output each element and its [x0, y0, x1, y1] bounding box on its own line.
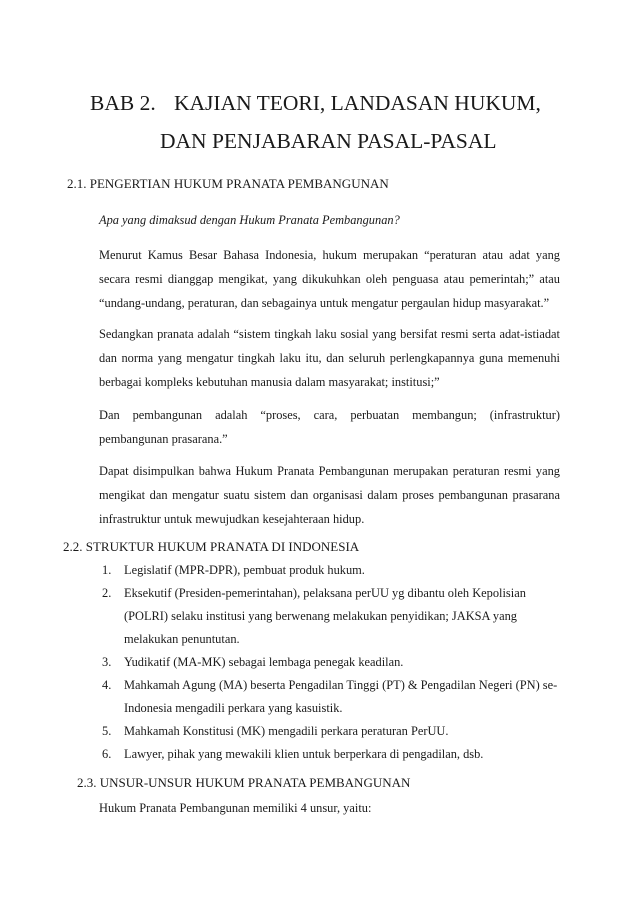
list-item-text: Eksekutif (Presiden-pemerintahan), pelaksana perUU yg dibantu oleh Kepolisian (POLRI) selaku institusi yang berwenang melakukan penyidikan; JAKSA yang melakukan penuntutan. [124, 586, 526, 646]
list-item [99, 582, 564, 651]
list-item-number: 4. [102, 678, 112, 692]
list-item-text: Yudikatif (MA-MK) sebagai lembaga penegak keadilan. [124, 655, 404, 669]
section-heading-2-2: 2.2. STRUKTUR HUKUM PRANATA DI INDONESIA [63, 539, 360, 554]
list-item [99, 651, 564, 674]
section-question: Apa yang dimaksud dengan Hukum Pranata Pembangunan? [99, 213, 400, 227]
paragraph-hukum: Menurut Kamus Besar Bahasa Indonesia, hukum merupakan “peraturan atau adat yang secara resmi dianggap mengikat, yang dikukuhkan oleh penguasa atau pemerintah;” atau “undang-undang, peraturan, dan sebagainya untuk mengatur pergaulan hidup masyarakat.” [99, 248, 560, 310]
section-heading-2-1: 2.1. PENGERTIAN HUKUM PRANATA PEMBANGUNAN [67, 176, 389, 191]
list-item-text: Mahkamah Konstitusi (MK) mengadili perkara peraturan PerUU. [124, 724, 449, 738]
list-item-text: Legislatif (MPR-DPR), pembuat produk hukum. [124, 563, 365, 577]
list-item-number: 6. [102, 747, 112, 761]
list-item [99, 720, 564, 743]
list-item-number: 1. [102, 563, 112, 577]
list-item-number: 2. [102, 586, 112, 600]
paragraph-pembangunan: Dan pembangunan adalah “proses, cara, perbuatan membangun; (infrastruktur) pembangunan prasarana.” [99, 408, 560, 446]
chapter-title-line1: KAJIAN TEORI, LANDASAN HUKUM, [174, 91, 541, 115]
list-item [99, 559, 564, 582]
structure-list [99, 559, 564, 766]
paragraph-pranata: Sedangkan pranata adalah “sistem tingkah laku sosial yang bersifat resmi serta adat-istiadat dan norma yang mengatur tingkah laku itu, dan seluruh perlengkapannya guna memenuhi berbagai kompleks kebutuhan manusia dalam masyarakat; institusi;” [99, 327, 560, 389]
paragraph-unsur-intro: Hukum Pranata Pembangunan memiliki 4 unsur, yaitu: [99, 801, 372, 815]
chapter-title-line2: DAN PENJABARAN PASAL-PASAL [160, 129, 497, 153]
list-item-text: Mahkamah Agung (MA) beserta Pengadilan Tinggi (PT) & Pengadilan Negeri (PN) se-Indonesia mengadili perkara yang kasuistik. [124, 678, 558, 715]
chapter-number: BAB 2. [90, 91, 156, 115]
section-heading-2-3: 2.3. UNSUR-UNSUR HUKUM PRANATA PEMBANGUNAN [77, 775, 411, 790]
list-item [99, 743, 564, 766]
list-item [99, 674, 564, 720]
chapter-title [90, 90, 541, 116]
list-item-text: Lawyer, pihak yang mewakili klien untuk berperkara di pengadilan, dsb. [124, 747, 484, 761]
list-item-number: 5. [102, 724, 112, 738]
paragraph-kesimpulan: Dapat disimpulkan bahwa Hukum Pranata Pembangunan merupakan peraturan resmi yang mengikat dan mengatur suatu sistem dan organisasi dalam proses pembangunan prasarana infrastruktur untuk mewujudkan kesejahteraan hidup. [99, 464, 560, 526]
list-item-number: 3. [102, 655, 112, 669]
